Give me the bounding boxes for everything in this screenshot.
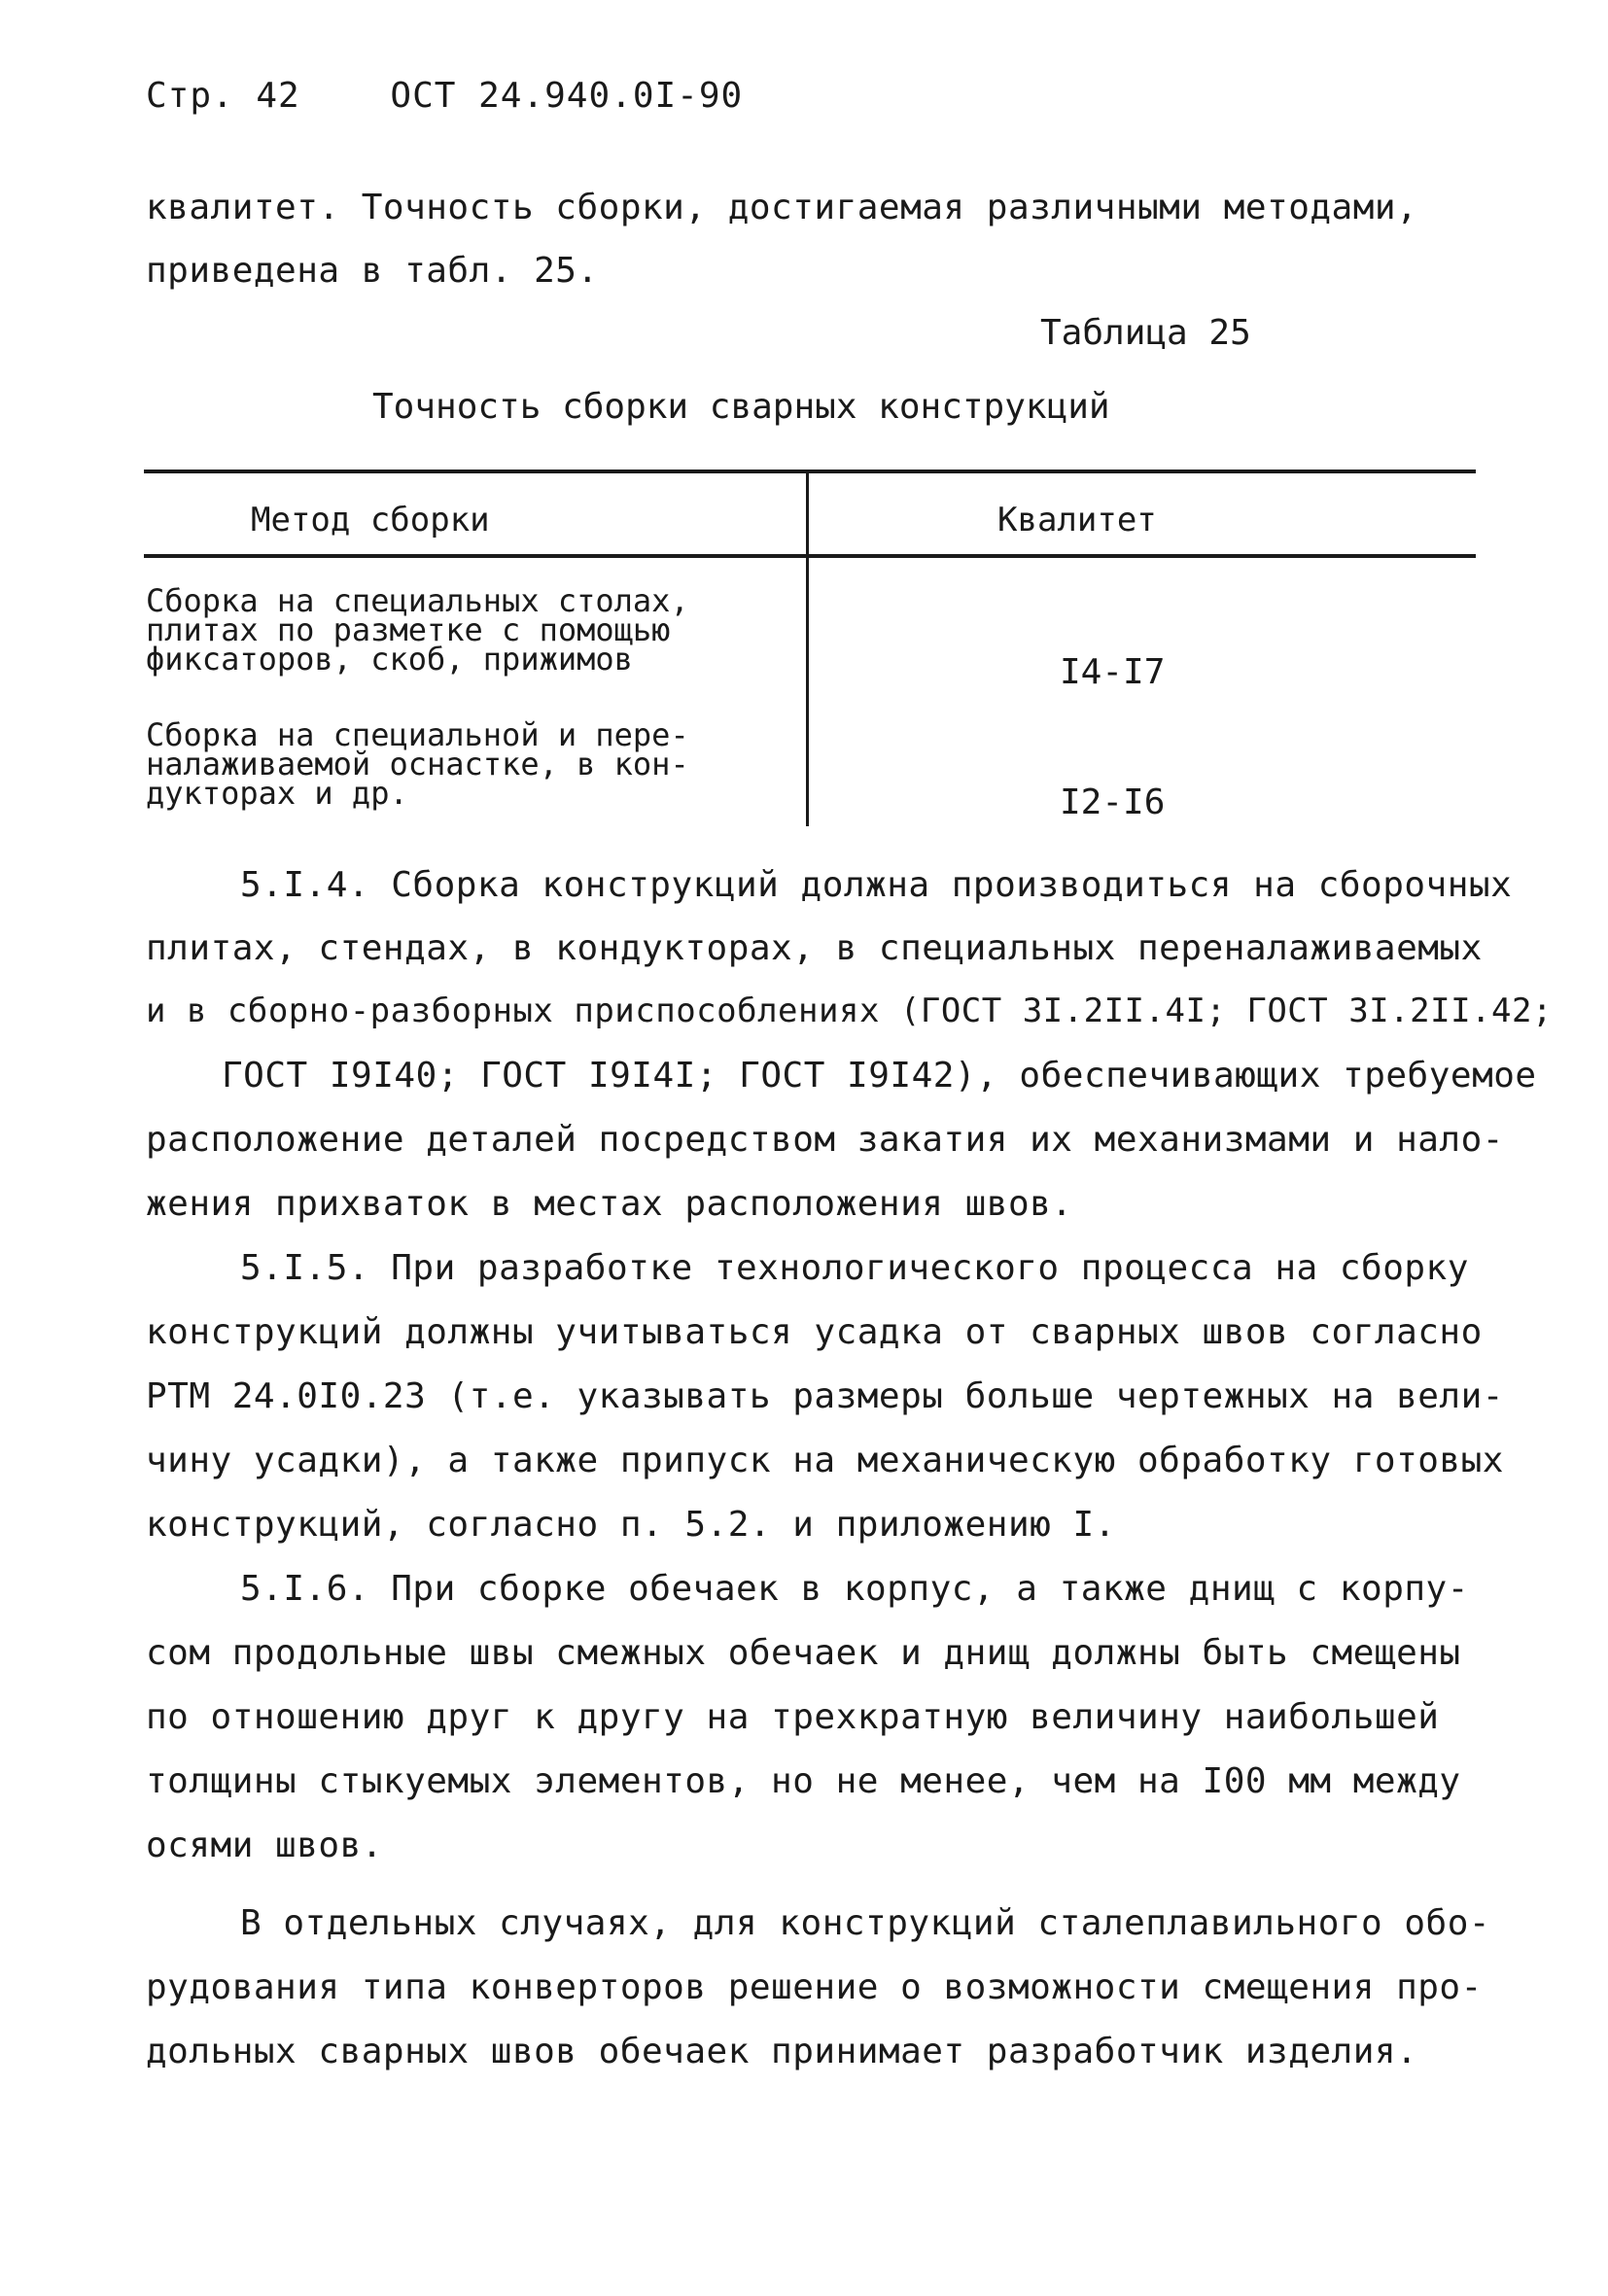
row1-method-line1: Сборка на специальных столах, [146,582,689,619]
body-line-7: 5.I.5. При разработке технологического процесса на сборку [240,1248,1469,1288]
column-header-method: Метод сборки [251,501,490,539]
body-line-13: сом продольные швы смежных обечаек и днищ должны быть смещены [146,1633,1461,1673]
body-line-11: конструкций, согласно п. 5.2. и приложению I. [146,1505,1116,1545]
intro-line-2: приведена в табл. 25. [146,251,599,291]
row2-grade: I2-I6 [1060,783,1166,822]
body-line-14: по отношению друг к другу на трехкратную величину наибольшей [146,1697,1440,1737]
page-number: Стр. 42 [146,76,300,116]
body-line-18: рудования типа конверторов решение о возможности смещения про- [146,1967,1483,2007]
body-line-3: и в сборно-разборных приспособлениях (ГОСТ 3I.2II.4I; ГОСТ 3I.2II.42; [146,991,1553,1030]
row1-method-line3: фиксаторов, скоб, прижимов [146,641,633,678]
table-header-rule [144,554,1476,558]
intro-line-1: квалитет. Точность сборки, достигаемая различными методами, [146,188,1418,227]
body-line-16: осями швов. [146,1826,383,1865]
table-number: Таблица 25 [1040,313,1251,353]
body-line-4: ГОСТ I9I40; ГОСТ I9I4I; ГОСТ I9I42), обеспечивающих требуемое [222,1056,1537,1096]
table-column-divider [806,471,809,826]
table-title: Точность сборки сварных конструкций [372,387,1110,427]
row2-method-line3: дукторах и др. [146,775,408,812]
body-line-1: 5.I.4. Сборка конструкций должна производиться на сборочных [240,865,1513,905]
row2-method-line2: налаживаемой оснастке, в кон- [146,746,689,783]
body-line-12: 5.I.6. При сборке обечаек в корпус, а также днищ с корпу- [240,1569,1469,1609]
document-code: ОСТ 24.940.0I-90 [390,76,744,116]
page-header [146,76,743,116]
body-line-5: расположение деталей посредством закатия их механизмами и нало- [146,1120,1504,1160]
body-line-17: В отдельных случаях, для конструкций сталеплавильного обо- [240,1903,1491,1943]
body-line-10: чину усадки), а также припуск на механическую обработку готовых [146,1441,1504,1480]
body-line-19: дольных сварных швов обечаек принимает разработчик изделия. [146,2032,1418,2071]
column-header-grade: Квалитет [997,501,1157,539]
row1-method-line2: плитах по разметке с помощью [146,611,671,648]
body-line-8: конструкций должны учитываться усадка от сварных швов согласно [146,1312,1483,1352]
body-line-15: толщины стыкуемых элементов, но не менее, чем на I00 мм между [146,1761,1461,1801]
row2-method-line1: Сборка на специальной и пере- [146,716,689,753]
body-line-6: жения прихваток в местах расположения швов. [146,1184,1073,1224]
row1-grade: I4-I7 [1060,652,1166,692]
table-top-rule [144,470,1476,473]
body-line-2: плитах, стендах, в кондукторах, в специальных переналаживаемых [146,928,1483,968]
body-line-9: РТМ 24.0I0.23 (т.е. указывать размеры больше чертежных на вели- [146,1376,1504,1416]
